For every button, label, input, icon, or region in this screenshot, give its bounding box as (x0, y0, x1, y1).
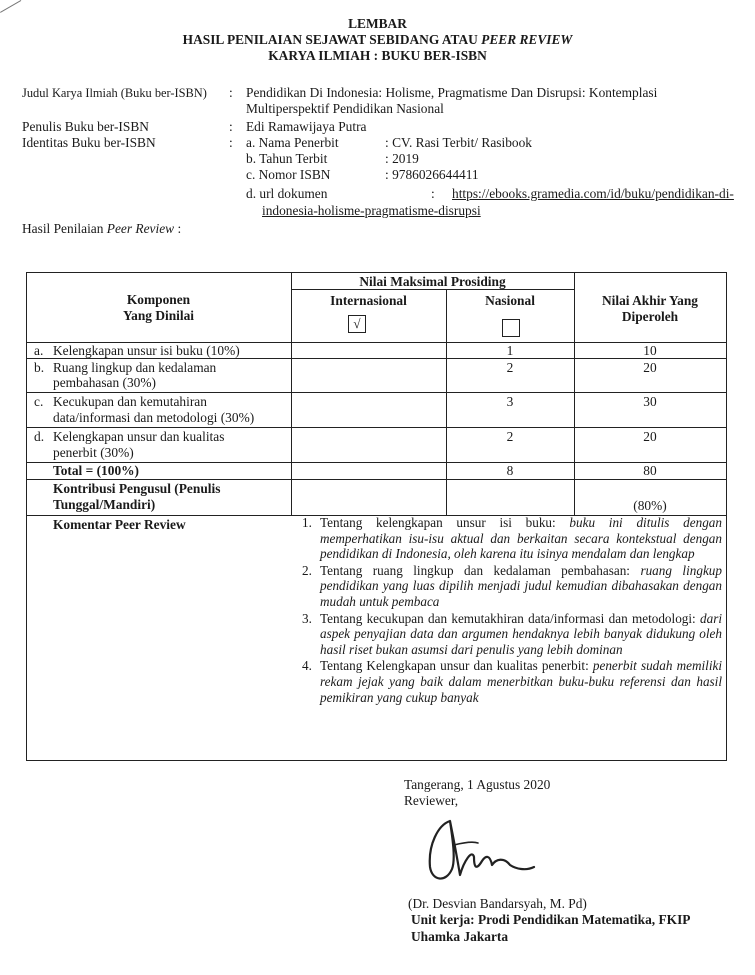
identitas-item-label: a. Nama Penerbit (246, 135, 339, 150)
row-komponen: Kelengkapan unsur isi buku (10%) (53, 343, 240, 358)
komentar-item: 2. Tentang ruang lingkup dan kedalaman pembahasan: ruang lingkup pendidikan yang luas dipilih menjadi judul kemudian dibahasakan dengan mudah untuk pembaca (302, 562, 722, 609)
identitas-colon: : (229, 135, 233, 150)
row-letter: b. (34, 360, 45, 375)
identitas-item-label: c. Nomor ISBN (246, 167, 331, 182)
title-hasil-penilaian: HASIL PENILAIAN SEJAWAT SEBIDANG ATAU PEER REVIEW (182, 32, 573, 47)
corner-scan-mark (0, 0, 21, 13)
header-diperoleh: Diperoleh (621, 309, 679, 324)
row-akhir-value: 20 (643, 429, 657, 444)
identitas-item-value: : (431, 186, 435, 201)
penulis-value: Edi Ramawijaya Putra (246, 119, 367, 134)
url-link-line2[interactable]: indonesia-holisme-pragmatisme-disrupsi (262, 203, 481, 218)
row-komponen-line2: pembahasan (30%) (53, 375, 156, 390)
total-akhir-value: 80 (643, 463, 657, 478)
row-komponen: Ruang lingkup dan kedalaman (53, 360, 217, 375)
row-akhir-value: 30 (643, 394, 657, 409)
total-nasional-value: 8 (506, 463, 514, 478)
total-label: Total = (100%) (53, 463, 139, 478)
header-internasional: Internasional (330, 293, 407, 308)
komentar-item: 3. Tentang kecukupan dan kemutakhiran data/informasi dan metodologi: dari aspek penyajian data dan argumen hendaknya lebih banyak didukung oleh hasil riset bukan asumsi dari penulis yang lebih dominan (302, 610, 722, 657)
penilaian-table (26, 272, 727, 761)
kontribusi-label-line2: Tunggal/Mandiri) (53, 497, 156, 512)
row-akhir-value: 20 (643, 360, 657, 375)
signature-image (420, 815, 540, 890)
row-komponen: Kecukupan dan kemutahiran (53, 394, 207, 409)
row-nasional-value: 2 (506, 429, 514, 444)
komentar-list (302, 515, 722, 706)
unit-kerja: Unit kerja: Prodi Pendidikan Matematika, FKIP (411, 912, 691, 927)
komentar-label: Komentar Peer Review (53, 517, 186, 532)
kontribusi-akhir-value: (80%) (633, 498, 667, 513)
hasil-penilaian-label: Hasil Penilaian Peer Review : (22, 221, 182, 236)
judul-value-line1: Pendidikan Di Indonesia: Holisme, Pragmatisme Dan Disrupsi: Kontemplasi (246, 85, 658, 100)
place-date: Tangerang, 1 Agustus 2020 (404, 777, 551, 792)
checkbox-nasional[interactable] (502, 319, 520, 337)
title-karya-ilmiah: KARYA ILMIAH : BUKU BER-ISBN (268, 48, 487, 63)
penulis-label: Penulis Buku ber-ISBN (22, 119, 149, 134)
row-akhir-value: 10 (643, 343, 657, 358)
identitas-item-value: : CV. Rasi Terbit/ Rasibook (385, 135, 532, 150)
url-link-line1[interactable]: https://ebooks.gramedia.com/id/buku/pendidikan-di- (452, 186, 734, 201)
row-komponen-line2: data/informasi dan metodologi (30%) (53, 410, 255, 425)
identitas-item-value: : 2019 (385, 151, 419, 166)
kontribusi-label: Kontribusi Pengusul (Penulis (53, 481, 221, 496)
reviewer-label: Reviewer, (404, 793, 459, 808)
checkbox-internasional[interactable]: √ (348, 315, 366, 333)
identitas-label: Identitas Buku ber-ISBN (22, 135, 156, 150)
row-letter: a. (34, 343, 44, 358)
header-nilai-maksimal: Nilai Maksimal Prosiding (359, 274, 506, 289)
judul-label: Judul Karya Ilmiah (Buku ber-ISBN) (22, 86, 207, 100)
judul-value-line2: Multiperspektif Pendidikan Nasional (246, 101, 444, 116)
komentar-item: 4. Tentang Kelengkapan unsur dan kualitas penerbit: penerbit sudah memiliki rekam jejak yang baik dalam menerbitkan buku-buku referensi dan hasil pemikiran yang cukup banyak (302, 658, 722, 705)
judul-colon: : (229, 85, 233, 100)
row-nasional-value: 1 (506, 343, 514, 358)
row-nasional-value: 2 (506, 360, 514, 375)
reviewer-name: (Dr. Desvian Bandarsyah, M. Pd) (408, 896, 587, 911)
penulis-colon: : (229, 119, 233, 134)
header-komponen: Komponen (126, 292, 191, 307)
row-komponen: Kelengkapan unsur dan kualitas (53, 429, 225, 444)
identitas-item-label: d. url dokumen (246, 186, 328, 201)
identitas-item-label: b. Tahun Terbit (246, 151, 328, 166)
header-nasional: Nasional (485, 293, 535, 308)
title-lembar: LEMBAR (348, 16, 407, 31)
header-nilai-akhir: Nilai Akhir Yang (602, 293, 698, 308)
row-letter: c. (34, 394, 44, 409)
komentar-item: 1. Tentang kelengkapan unsur isi buku: buku ini ditulis dengan memperhatikan isu-isu aktual dan berkaitan secara kontekstual dengan pendidikan di Indonesia, oleh karena itu isinya mendalam dan lengkap (302, 515, 722, 562)
row-nasional-value: 3 (506, 394, 514, 409)
identitas-item-value: : 9786026644411 (385, 167, 479, 182)
row-komponen-line2: penerbit (30%) (53, 445, 134, 460)
unit-kerja-line2: Uhamka Jakarta (411, 929, 509, 944)
header-yang-dinilai: Yang Dinilai (122, 308, 195, 323)
row-letter: d. (34, 429, 45, 444)
